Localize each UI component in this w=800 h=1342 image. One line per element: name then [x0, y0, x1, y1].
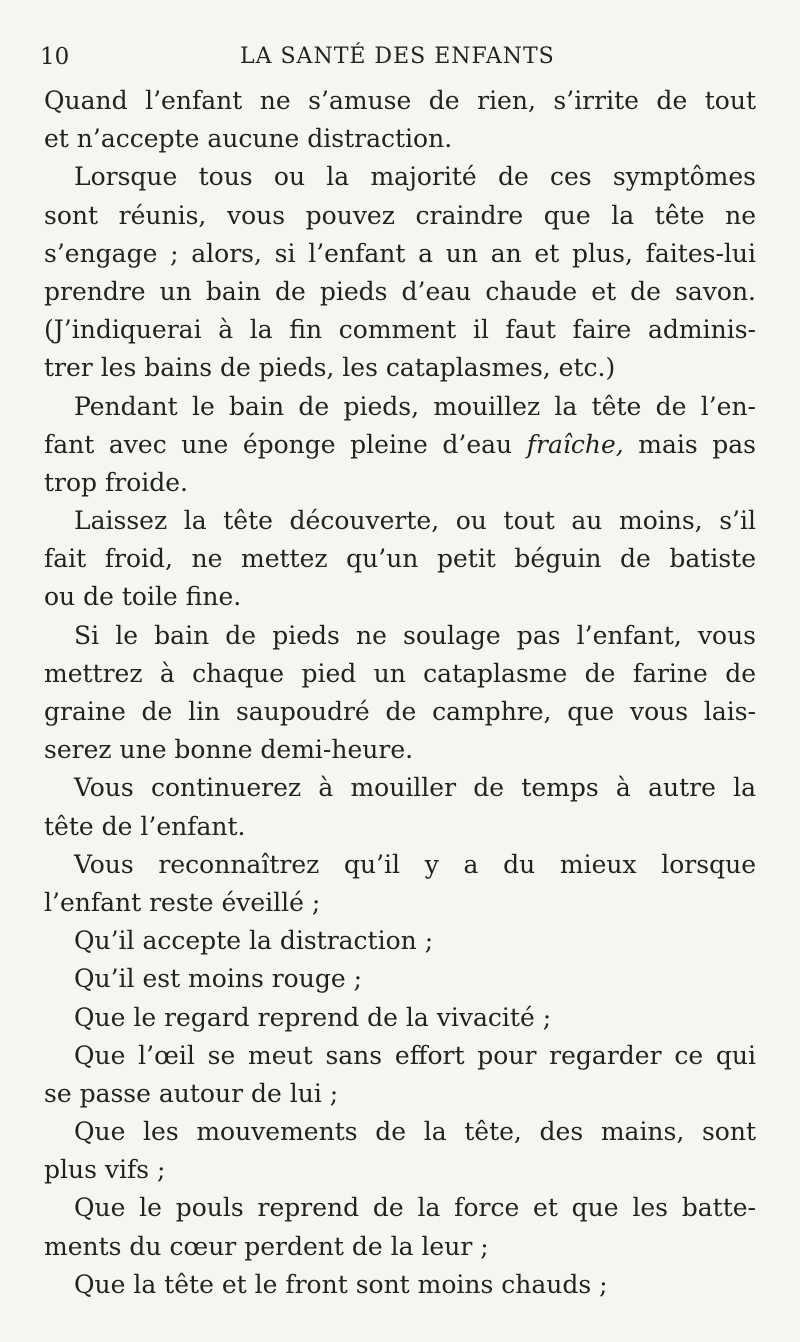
text-line	[44, 426, 756, 464]
text-line: Qu’il est moins rouge ;	[74, 964, 363, 994]
text-line: Que les mouvements de la tête, des mains, sont	[74, 1117, 756, 1147]
text-line: fait froid, ne mettez qu’un petit béguin de batiste	[44, 544, 756, 574]
text-line: tête de l’enfant.	[44, 811, 246, 841]
text-line: Que le pouls reprend de la force et que les batte-	[74, 1193, 756, 1223]
text-segment: fant avec une éponge pleine d’eau	[44, 429, 513, 459]
text-line: Vous reconnaîtrez qu’il y a du mieux lorsque	[74, 849, 756, 879]
text-line: sont réunis, vous pouvez craindre que la tête ne	[44, 200, 756, 230]
text-line: trop froide.	[44, 467, 188, 497]
running-title: LA SANTÉ DES ENFANTS	[240, 44, 555, 69]
text-line: plus vifs ;	[44, 1155, 166, 1185]
text-line: ments du cœur perdent de la leur ;	[44, 1231, 489, 1261]
text-line: prendre un bain de pieds d’eau chaude et de savon.	[44, 276, 756, 306]
text-line: serez une bonne demi-heure.	[44, 735, 414, 765]
text-line: Si le bain de pieds ne soulage pas l’enfant, vous	[74, 620, 756, 650]
text-line: se passe autour de lui ;	[44, 1078, 339, 1108]
text-segment: mais pas	[638, 429, 756, 459]
text-line: Que le regard reprend de la vivacité ;	[74, 1002, 552, 1032]
page-number: 10	[40, 44, 70, 70]
text-line: (J’indiquerai à la fin comment il faut faire adminis-	[44, 315, 756, 345]
text-line: Pendant le bain de pieds, mouillez la tête de l’en-	[74, 391, 756, 421]
text-line: trer les bains de pieds, les cataplasmes, etc.)	[44, 353, 616, 383]
text-line: Laissez la tête découverte, ou tout au moins, s’il	[74, 506, 756, 536]
text-line: et n’accepte aucune distraction.	[44, 124, 453, 154]
text-line: mettrez à chaque pied un cataplasme de farine de	[44, 658, 756, 688]
text-line: ou de toile fine.	[44, 582, 242, 612]
text-line: Quand l’enfant ne s’amuse de rien, s’irrite de tout	[44, 86, 756, 115]
body-text	[44, 82, 756, 1304]
text-line: Qu’il accepte la distraction ;	[74, 926, 434, 956]
text-line: Vous continuerez à mouiller de temps à autre la	[74, 773, 756, 803]
text-line: graine de lin saupoudré de camphre, que vous lais-	[44, 697, 756, 726]
italic-word: fraîche,	[526, 429, 624, 459]
text-line: l’enfant reste éveillé ;	[44, 887, 321, 917]
text-line: Que l’œil se meut sans effort pour regarder ce qui	[74, 1040, 756, 1070]
text-line: Lorsque tous ou la majorité de ces symptômes	[74, 162, 756, 192]
text-line: Que la tête et le front sont moins chauds ;	[74, 1269, 608, 1299]
page-header	[40, 28, 758, 68]
text-line: s’engage ; alors, si l’enfant a un an et plus, faites-lui	[44, 238, 756, 268]
